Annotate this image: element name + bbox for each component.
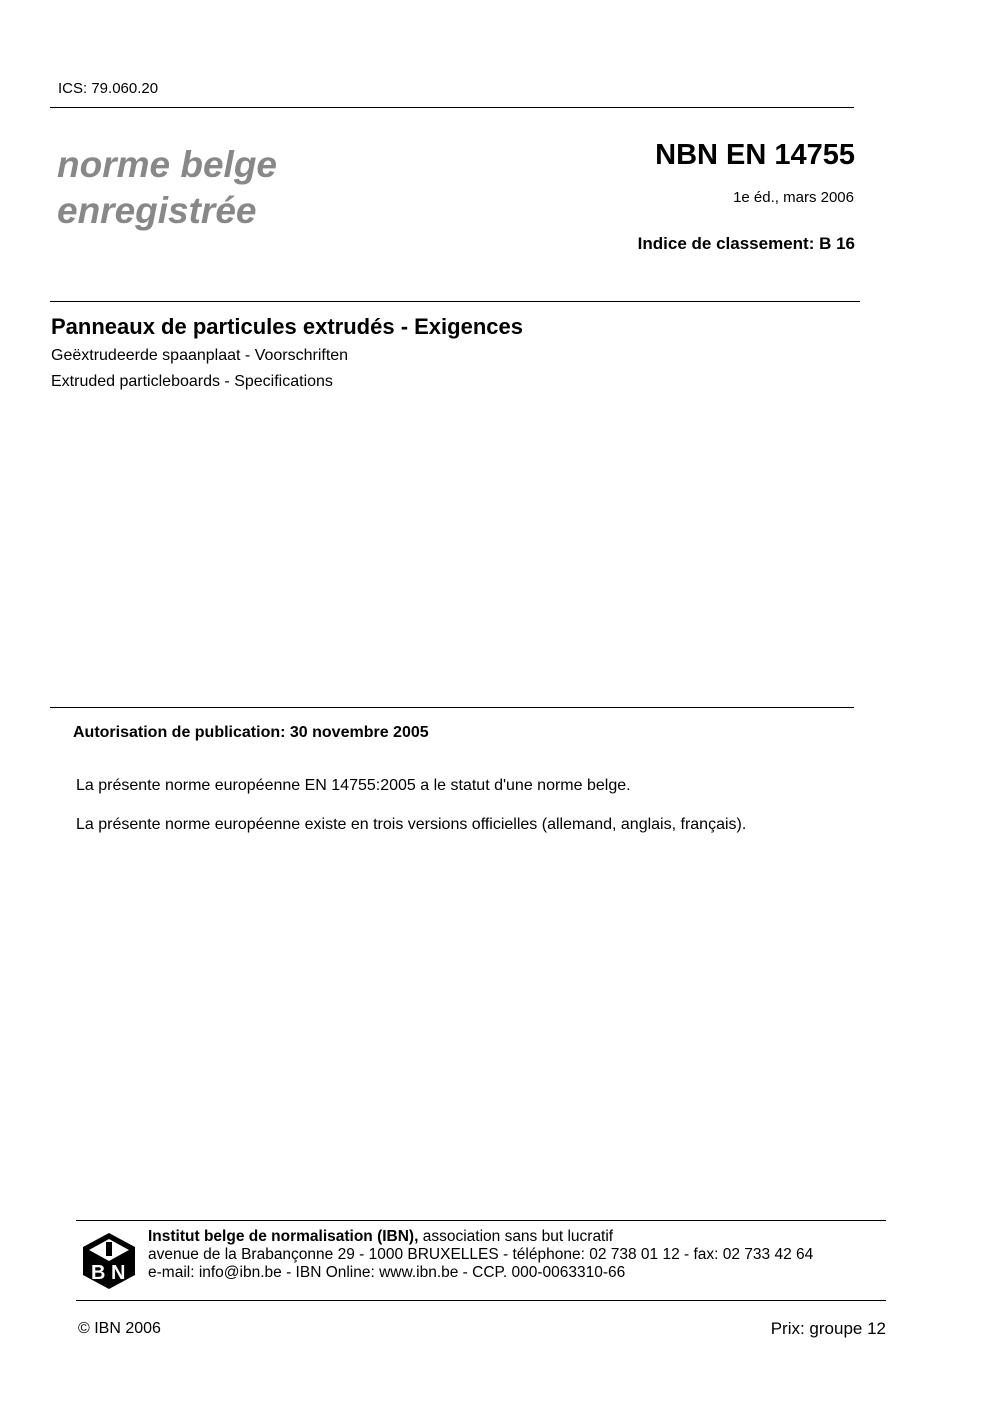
institute-description: association sans but lucratif xyxy=(418,1228,614,1245)
copyright: © IBN 2006 xyxy=(78,1320,161,1337)
body-divider xyxy=(50,707,854,708)
footer-bottom-divider xyxy=(76,1300,886,1301)
title-english: Extruded particleboards - Specifications xyxy=(51,373,333,390)
title-divider xyxy=(50,301,860,302)
edition-date: 1e éd., mars 2006 xyxy=(733,189,854,206)
norme-line-1: norme belge xyxy=(57,144,277,185)
price-group: Prix: groupe 12 xyxy=(770,1319,886,1338)
status-paragraph: La présente norme européenne EN 14755:2005 a le statut d'une norme belge. xyxy=(76,777,631,794)
classification-index: Indice de classement: B 16 xyxy=(637,234,855,253)
institute-line xyxy=(148,1228,813,1246)
publication-authorization: Autorisation de publication: 30 novembre 2005 xyxy=(73,724,429,741)
institute-contact: e-mail: info@ibn.be - IBN Online: www.ibn.be - CCP. 000-0063310-66 xyxy=(148,1264,626,1281)
title-french: Panneaux de particules extrudés - Exigences xyxy=(51,314,523,339)
document-number: NBN EN 14755 xyxy=(655,139,855,171)
versions-paragraph: La présente norme européenne existe en trois versions officielles (allemand, anglais, français). xyxy=(76,816,747,833)
institute-name: Institut belge de normalisation (IBN), xyxy=(148,1228,419,1245)
ics-code: ICS: 79.060.20 xyxy=(58,80,159,97)
institute-block xyxy=(148,1228,813,1282)
norme-line-2: enregistrée xyxy=(57,190,257,231)
title-dutch: Geëxtrudeerde spaanplaat - Voorschriften xyxy=(51,347,349,364)
svg-text:N: N xyxy=(111,1262,126,1284)
svg-text:B: B xyxy=(91,1262,106,1284)
norme-belge-label xyxy=(57,142,277,234)
footer-top-divider xyxy=(76,1220,886,1221)
top-divider xyxy=(50,107,854,108)
ibn-logo-icon xyxy=(82,1232,136,1290)
institute-address: avenue de la Brabançonne 29 - 1000 BRUXELLES - téléphone: 02 738 01 12 - fax: 02 733 42 64 xyxy=(148,1246,814,1263)
